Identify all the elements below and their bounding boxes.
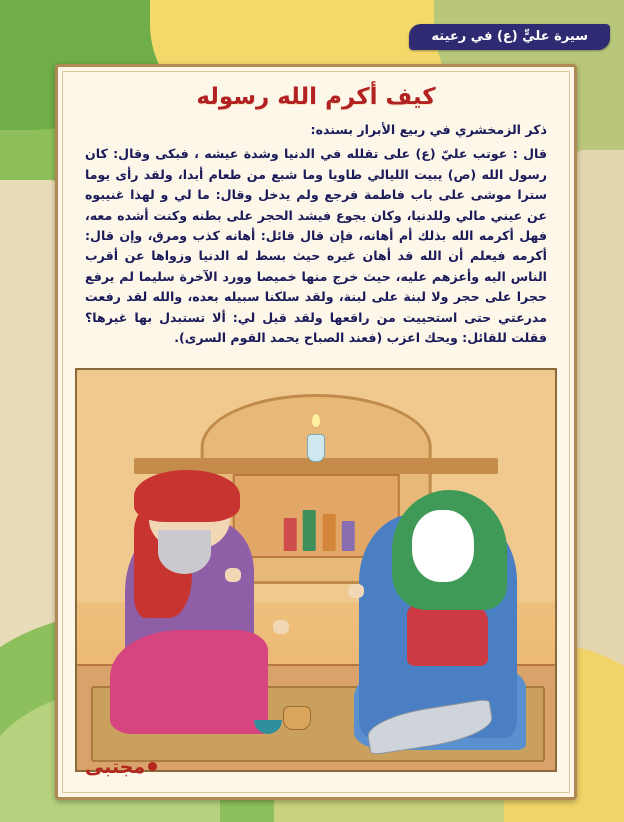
illustration-book-orange <box>322 514 335 551</box>
illustration-right-figure-face <box>412 510 474 582</box>
footer-logo <box>85 756 157 778</box>
illustration-pot <box>283 706 311 730</box>
illustration-book-red <box>283 518 296 552</box>
footer-logo-text: مجتبى <box>85 756 146 778</box>
illustration-hand-right <box>348 584 364 598</box>
footer-logo-dot-icon <box>148 762 157 771</box>
illustration-left-figure-beard <box>158 530 211 574</box>
illustration-book-green <box>303 510 316 552</box>
illustration-hand-left-lower <box>273 620 289 634</box>
illustration-right-figure-sash <box>407 602 488 666</box>
illustration-left-figure-skirt <box>110 630 268 734</box>
article-card-inner <box>62 71 570 793</box>
illustration-left-figure-turban <box>134 470 239 522</box>
illustration-book-purple <box>342 521 355 551</box>
illustration-lamp-flame <box>312 414 320 427</box>
article-intro: ذكر الزمخشري في ربيع الأبرار بسنده: <box>310 122 547 137</box>
section-header-tab: سيرة عليٍّ (ع) في رعيته <box>409 24 610 50</box>
page-title: كيف أكرم الله رسوله <box>196 84 436 110</box>
article-paragraph: قال : عوتب عليّ (ع) على تقلله في الدنيا وشدة عيشه ، فبكى وقال: كان رسول الله (ص) يبيت الليالي طاويا وما شبع من طعام أبدا، ولقد رأى يوما سترا موشى على باب فاطمة فرجع ولم يدخل وقال: ما لي و لهذا غنيبوه عن عيني مالي وللدنيا، وكان يجوع فيشد الحجر على بطنه وكنت أشده معه، فهل أكرمه الله بذلك أم أهانه، فإن قال قائل: أهانه كذب ومرق، وإن قال: أكرمه فيعلم أن الله قد أهان غيره حيث بسط له الدنيا وزواها عن أقرب الناس اليه وأعزهم عليه، حيث خرج منها خميصا وورد الآخرة سليما لم يرفع حجرا على حجر ولا لبنة على لبنة، ولقد سلكنا سبيله بعده، والله لقد رفعت مدرعتي حتى استحييت من راقعها ولقد قيل لي: ألا تستبدل بها غيرها؟ فقلت للقائل: ويحك اعزب (فعند الصباح يحمد القوم السرى). <box>85 146 547 345</box>
illustration-hand-left-upper <box>225 568 241 582</box>
article-body <box>63 120 569 348</box>
illustration-frame <box>75 368 557 772</box>
illustration-lamp <box>307 434 325 462</box>
article-card <box>55 64 577 800</box>
